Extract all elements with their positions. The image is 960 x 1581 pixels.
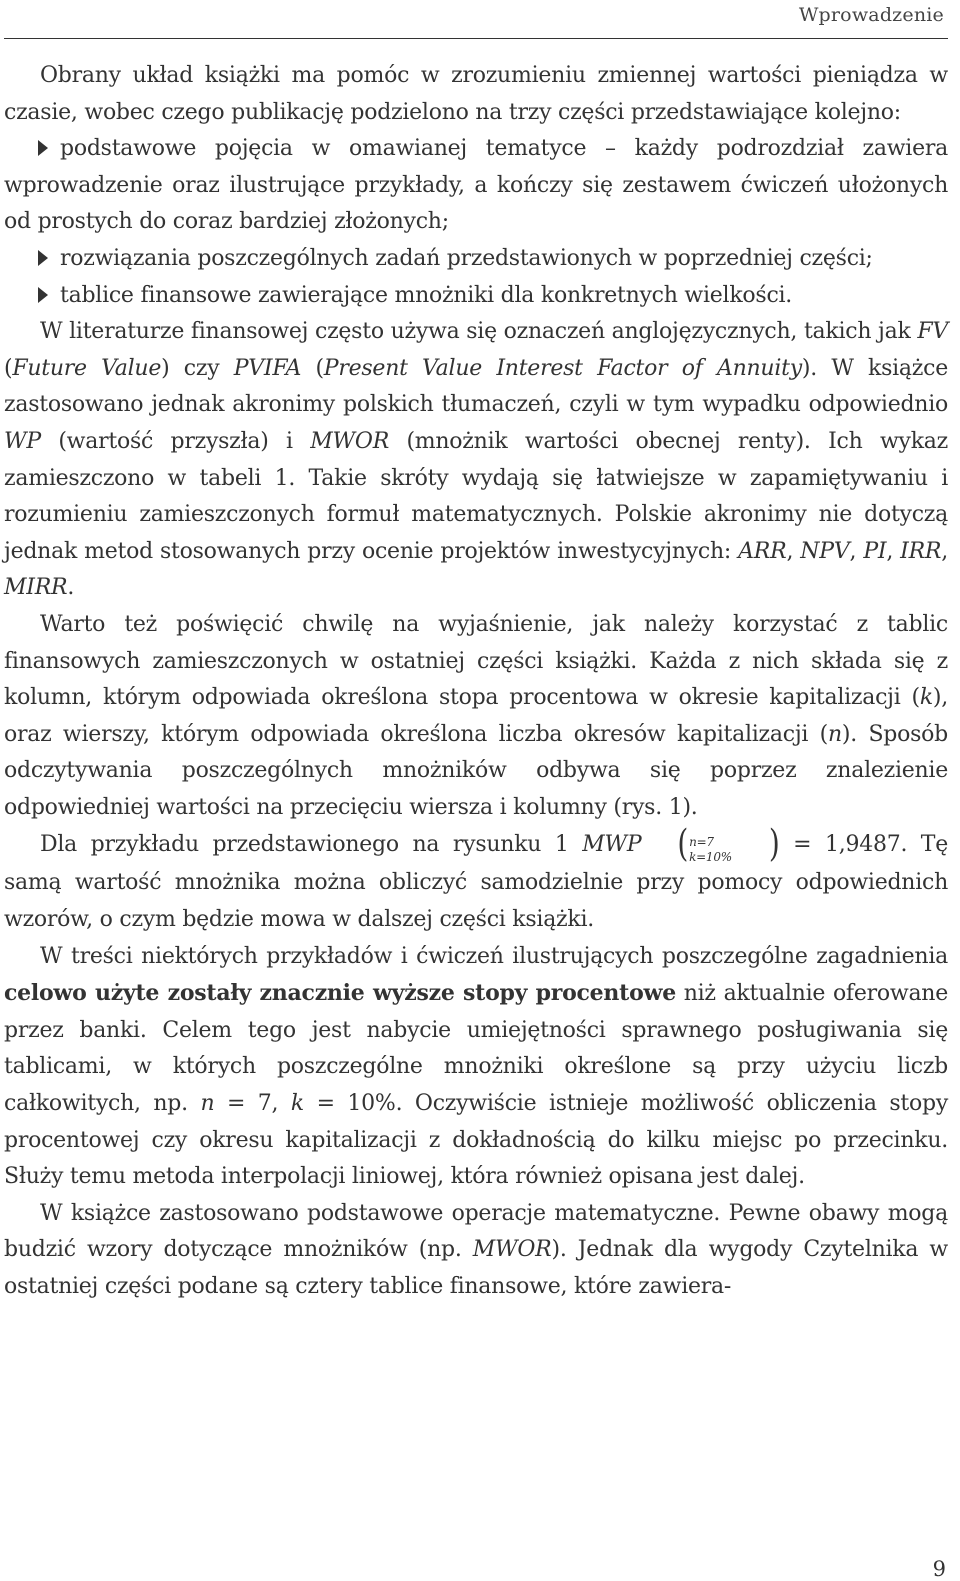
text-run: = 7, (214, 1091, 291, 1117)
text-run: W treści niektórych przykładów i ćwiczeń ilustrujących poszczególne zagadnienia (40, 943, 948, 969)
bullet-item-3 (4, 278, 948, 315)
text-run: , (786, 538, 801, 564)
acronym-pi: PI (863, 538, 887, 564)
formula-symbol-mwp: MWP (582, 832, 642, 858)
acronym-mwor: MWOR (472, 1237, 552, 1263)
acronym-fv: FV (917, 319, 948, 345)
acronym-mwor: MWOR (310, 428, 390, 454)
bullet-item-1 (4, 131, 948, 241)
text-run: ). Jednak dla wygody Czytelnika w ostatniej części podane są cztery tablice finansowe, które zawiera- (4, 1237, 948, 1299)
formula-k-value: k=10% (689, 850, 732, 865)
triangle-bullet-icon (38, 250, 48, 266)
text-run: Dla przykładu przedstawionego na rysunku 1 (40, 832, 583, 858)
paragraph-interest-rates (4, 939, 948, 1196)
bullet-text-1: podstawowe pojęcia w omawianej tematyce – każdy podrozdział zawiera wprowadzenie oraz ilustrujące przykłady, a kończy się zestawem ćwiczeń ułożonych od prostych do coraz bardziej złożonych; (4, 136, 948, 235)
text-run: Warto też poświęcić chwilę na wyjaśnienie, jak należy korzystać z tablic finansowych zamieszczonych w ostatniej części książki. Każda z nich składa się z kolumn, którym odpowiada określona stopa procentowa w okresie kapitalizacji ( (4, 611, 948, 711)
paragraph-intro: Obrany układ książki ma pomóc w zrozumieniu zmiennej wartości pieniądza w czasie, wobec czego publikację podzielono na trzy części przedstawiające kolejno: (4, 63, 948, 125)
text-run: . Tę samą wartość mnożnika można obliczyć samodzielnie przy pomocy odpowiednich wzorów, o czym będzie mowa w dalszej części książki. (4, 832, 949, 933)
term-future-value: Future Value (12, 355, 162, 381)
text-run: (wartość przyszła) i (40, 428, 311, 454)
formula-subscript-stack (689, 835, 732, 865)
acronym-npv: NPV (800, 538, 850, 564)
paragraph-example (4, 821, 949, 938)
text-run: . (67, 575, 75, 601)
text-run: (mnożnik wartości obecnej renty). Ich wykaz zamieszczono w tabeli 1. Takie skróty wydają się łatwiejsze w zapamiętywaniu i rozumieniu zamieszczonych formuł matematycznych. Polskie akronimy nie dotyczą jednak metod stosowanych przy ocenie projektów inwestycyjnych: (4, 428, 948, 564)
formula-close-paren: ) (768, 821, 780, 866)
bullet-text-3: tablice finansowe zawierające mnożniki dla konkretnych wielkości. (60, 282, 793, 308)
text-run: W książce zastosowano podstawowe operacje matematyczne. Pewne obawy mogą budzić wzory dotyczące mnożników (np. (4, 1200, 948, 1263)
symbol-k: k (290, 1091, 305, 1117)
bold-emphasis: celowo użyte zostały znacznie wyższe stopy procentowe (4, 980, 676, 1007)
bullet-text-2: rozwiązania poszczególnych zadań przedstawionych w poprzedniej części; (60, 245, 873, 271)
body-text (4, 58, 948, 1306)
formula-mwp (582, 821, 901, 866)
text-run: , (941, 538, 948, 564)
paragraph-math-operations (4, 1196, 948, 1306)
running-header (4, 0, 948, 39)
triangle-bullet-icon (38, 287, 48, 303)
text-run: ( (301, 355, 324, 381)
text-run: , (849, 538, 864, 564)
text-run: ). W książce zastosowano jednak akronimy polskich tłumaczeń, czyli w tym wypadku odpowiednio (4, 355, 948, 418)
acronym-mirr: MIRR (4, 575, 68, 601)
text-run: , (886, 538, 901, 564)
formula-n-value: n=7 (689, 835, 714, 850)
acronym-wp: WP (4, 428, 41, 454)
triangle-bullet-icon (38, 140, 48, 156)
acronym-arr: ARR (738, 538, 787, 564)
text-run: ( (4, 355, 13, 381)
acronym-irr: IRR (900, 538, 942, 564)
text-run: ), oraz wierszy, którym odpowiada określona liczba okresów kapitalizacji ( (4, 685, 948, 747)
text-run: ) czy (161, 355, 234, 381)
text-run: ). Sposób odczytywania poszczególnych mnożników odbywa się poprzez znalezienie odpowiedniej wartości na przecięciu wiersza i kolumny (rys. 1). (4, 721, 948, 820)
header-title: Wprowadzenie (798, 4, 944, 26)
bullet-item-2 (4, 241, 948, 278)
text-run: W literaturze finansowej często używa się oznaczeń anglojęzycznych, takich jak (40, 319, 918, 345)
symbol-n: n (828, 721, 842, 747)
text-run: niż aktualnie oferowane przez banki. Celem tego jest nabycie umiejętności sprawnego posługiwania się tablicami, w których poszczególne mnożniki określone są przy użyciu liczb całkowitych, np. (4, 981, 948, 1117)
paragraph-acronyms (4, 314, 948, 607)
text-run: = 10%. Oczywiście istnieje możliwość obliczenia stopy procentowej czy okresu kapitalizacji z dokładnością do kilku miejsc po przecinku. Służy temu metoda interpolacji liniowej, która również opisana jest dalej. (4, 1091, 949, 1190)
paragraph-tables-usage (4, 607, 948, 827)
acronym-pvifa: PVIFA (233, 355, 302, 381)
formula-open-paren: ( (677, 821, 689, 866)
symbol-n: n (200, 1091, 215, 1117)
formula-value: = 1,9487 (779, 832, 901, 858)
term-pvifa: Present Value Interest Factor of Annuity (323, 355, 802, 381)
symbol-k: k (919, 685, 933, 711)
page-number: 9 (932, 1557, 946, 1581)
